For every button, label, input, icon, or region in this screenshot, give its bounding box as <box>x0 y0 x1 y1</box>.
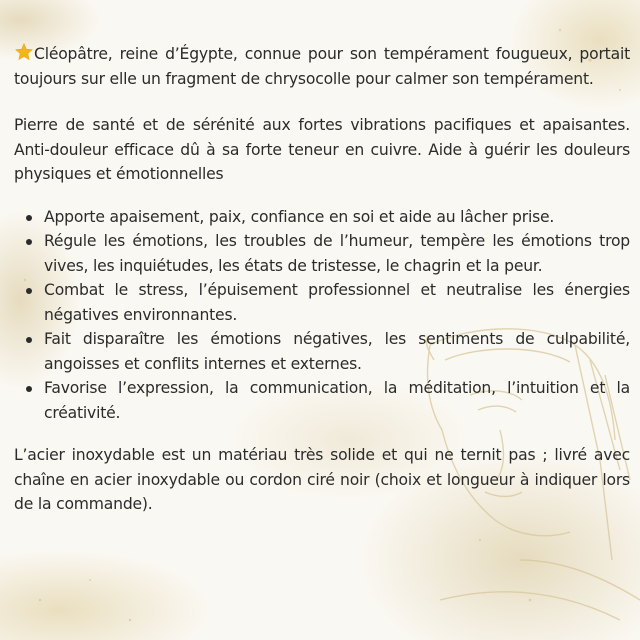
list-item: Régule les émotions, les troubles de l’humeur, tempère les émotions trop vives, les inquiétudes, les états de tristesse, le chagrin et la peur. <box>14 229 630 278</box>
bullet-icon <box>26 386 32 392</box>
list-item: Apporte apaisement, paix, confiance en soi et aide au lâcher prise. <box>14 205 630 230</box>
bullet-icon <box>26 337 32 343</box>
intro-paragraph <box>14 42 630 91</box>
bullet-icon <box>26 215 32 221</box>
star-icon <box>14 42 34 62</box>
product-description <box>14 42 630 517</box>
benefits-list <box>14 205 630 426</box>
list-item: Favorise l’expression, la communication, la méditation, l’intuition et la créativité. <box>14 376 630 425</box>
list-item: Combat le stress, l’épuisement professionnel et neutralise les énergies négatives environnantes. <box>14 278 630 327</box>
description-paragraph: Pierre de santé et de sérénité aux fortes vibrations pacifiques et apaisantes. Anti-douleur efficace dû à sa forte teneur en cuivre. Aide à guérir les douleurs physiques et émotionnelles <box>14 116 630 183</box>
list-item: Fait disparaître les émotions négatives, les sentiments de culpabilité, angoisses et conflits internes et externes. <box>14 327 630 376</box>
bullet-icon <box>26 239 32 245</box>
intro-text: Cléopâtre, reine d’Égypte, connue pour son tempérament fougueux, portait toujours sur elle un fragment de chrysocolle pour calmer son tempérament. <box>14 45 630 88</box>
bullet-icon <box>26 288 32 294</box>
closing-paragraph: L’acier inoxydable est un matériau très solide et qui ne ternit pas ; livré avec chaîne en acier inoxydable ou cordon ciré noir (choix et longueur à indiquer lors de la commande). <box>14 446 630 513</box>
